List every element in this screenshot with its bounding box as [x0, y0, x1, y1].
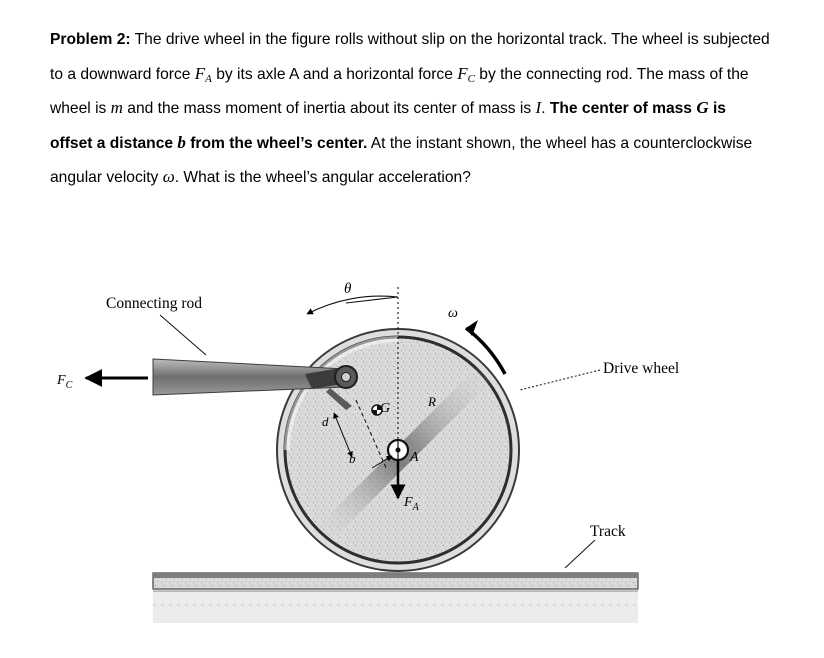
problem-text-2: by its axle A and a horizontal force [211, 65, 458, 83]
problem-text-5: . [541, 100, 550, 117]
problem-text-3: by the connecting rod. The mass of the wheel is [50, 65, 749, 117]
force-fa-subscript: A [205, 72, 212, 85]
fa-label-base: F [404, 495, 413, 510]
problem-paragraph [50, 23, 770, 195]
bold-text-1: The center of mass [549, 100, 697, 117]
g-label: G [380, 401, 391, 416]
mass-symbol: m [110, 98, 123, 117]
fa-label-sub: A [412, 502, 419, 513]
center-of-mass-symbol: G [696, 98, 709, 117]
track [153, 573, 638, 623]
problem-label: Problem 2: [50, 31, 131, 48]
fc-label-sub: C [65, 380, 73, 391]
problem-text-1: The drive wheel in the figure rolls without slip on the horizontal track. The wheel is subjected to a downward force [50, 31, 770, 83]
force-fc-symbol: F [457, 63, 468, 83]
problem-text-4: and the mass moment of inertia about its center of mass is [122, 100, 536, 117]
fc-label [56, 373, 73, 391]
b-label: b [349, 451, 356, 466]
force-fc-subscript: C [467, 72, 475, 85]
problem-statement [50, 23, 770, 195]
drive-wheel-label: Drive wheel [603, 360, 680, 377]
omega-label: ω [448, 306, 458, 321]
r-label: R [428, 394, 436, 409]
drive-wheel-figure [0, 260, 824, 658]
problem-text-7: . What is the wheel’s angular acceleration? [174, 169, 471, 186]
omega-symbol: ω [162, 167, 175, 186]
connecting-rod-label: Connecting rod [106, 295, 202, 312]
problem-text-6: At the instant shown, the wheel has a counterclockwise angular velocity [50, 134, 753, 186]
offset-symbol: b [177, 132, 186, 152]
d-label: d [322, 414, 329, 429]
force-fa-symbol: F [194, 63, 206, 83]
bold-text-2: is offset a distance [50, 100, 726, 152]
a-label: A [410, 450, 419, 465]
fc-label-base: F [57, 373, 66, 388]
inertia-symbol: I [535, 98, 542, 117]
theta-label: θ [344, 281, 352, 297]
bold-text-3: from the wheel’s center. [185, 134, 368, 152]
track-label: Track [590, 523, 626, 540]
